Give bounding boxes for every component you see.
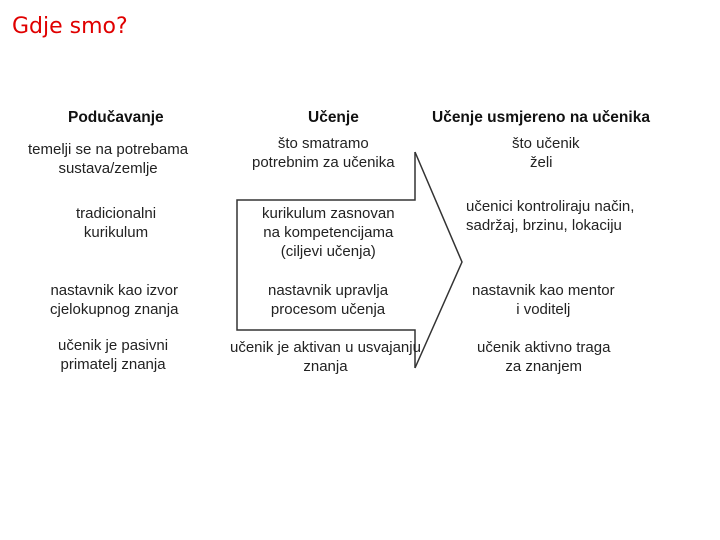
line: cjelokupnog znanja bbox=[50, 301, 179, 318]
line: (ciljevi učenja) bbox=[280, 243, 376, 260]
line: učenik je pasivni bbox=[58, 337, 169, 354]
line: učenici kontroliraju način, bbox=[466, 198, 635, 215]
line: nastavnik upravlja bbox=[268, 282, 389, 299]
line: primatelj znanja bbox=[60, 356, 166, 373]
line: nastavnik kao mentor bbox=[472, 282, 615, 299]
teaching-item-1 bbox=[28, 140, 188, 178]
line: znanja bbox=[303, 358, 348, 375]
line: procesom učenja bbox=[270, 301, 386, 318]
teaching-item-3 bbox=[50, 281, 178, 319]
line: učenik aktivno traga bbox=[477, 339, 611, 356]
line: potrebnim za učenika bbox=[252, 154, 395, 171]
line: sadržaj, brzinu, lokaciju bbox=[466, 217, 622, 234]
line: sustava/zemlje bbox=[58, 160, 158, 177]
arrow-line bbox=[415, 152, 462, 368]
heading-learning: Učenje bbox=[308, 109, 359, 126]
line: tradicionalni bbox=[76, 205, 157, 222]
line: što smatramo bbox=[277, 135, 369, 152]
student-centered-item-1 bbox=[512, 134, 580, 172]
line: želi bbox=[530, 154, 553, 171]
learning-item-2 bbox=[262, 204, 395, 261]
line: nastavnik kao izvor bbox=[50, 282, 178, 299]
heading-teaching: Podučavanje bbox=[68, 109, 164, 126]
line: za znanjem bbox=[505, 358, 583, 375]
line: kurikulum zasnovan bbox=[262, 205, 395, 222]
line: i voditelj bbox=[516, 301, 571, 318]
line: na kompetencijama bbox=[263, 224, 394, 241]
student-centered-item-2 bbox=[466, 197, 634, 235]
slide-title: Gdje smo? bbox=[12, 14, 128, 39]
student-centered-item-4 bbox=[477, 338, 610, 376]
teaching-item-2 bbox=[76, 204, 156, 242]
heading-student-centered: Učenje usmjereno na učenika bbox=[432, 109, 650, 126]
learning-item-3 bbox=[268, 281, 388, 319]
line: kurikulum bbox=[83, 224, 149, 241]
line: učenik je aktivan u usvajanju bbox=[230, 339, 421, 356]
learning-item-1 bbox=[252, 134, 395, 172]
learning-item-4 bbox=[230, 338, 421, 376]
line: što učenik bbox=[512, 135, 580, 152]
student-centered-item-3 bbox=[472, 281, 615, 319]
line: temelji se na potrebama bbox=[28, 141, 189, 158]
teaching-item-4 bbox=[58, 336, 168, 374]
